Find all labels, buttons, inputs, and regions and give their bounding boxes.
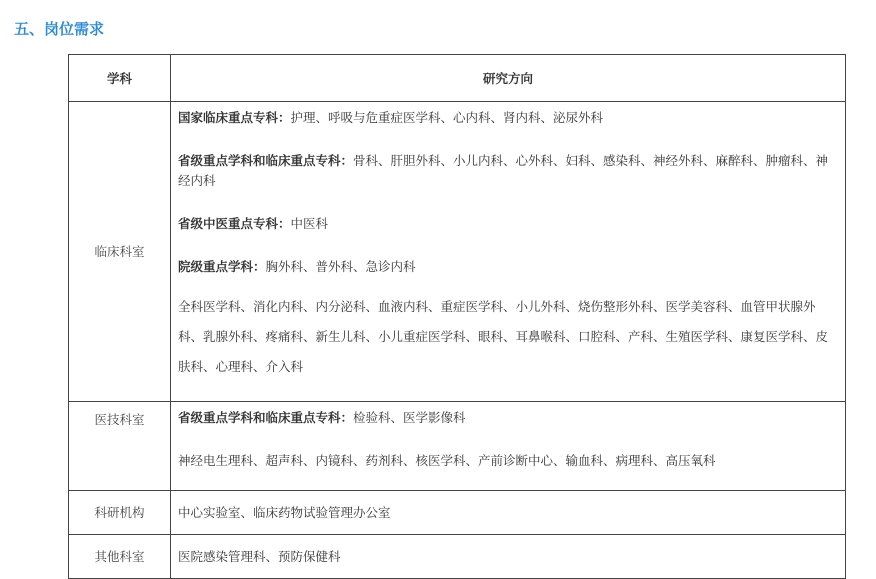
item-text: 护理、呼吸与危重症医学科、心内科、肾内科、泌尿外科 [290, 110, 604, 125]
table-row [69, 401, 846, 490]
header-direction: 研究方向 [171, 55, 846, 102]
direction-item [178, 451, 837, 471]
table-row [69, 490, 846, 534]
table-row [69, 534, 846, 578]
item-label: 国家临床重点专科： [178, 110, 291, 125]
item-text: 中心实验室、临床药物试验管理办公室 [178, 505, 391, 520]
direction-cell [171, 401, 846, 490]
subject-cell: 其他科室 [69, 534, 171, 578]
header-subject: 学科 [69, 55, 171, 102]
item-label: 省级重点学科和临床重点专科： [178, 409, 354, 425]
item-text: 中医科 [290, 216, 329, 231]
subject-cell: 医技科室 [69, 401, 171, 490]
item-text: 检验科、医学影像科 [353, 409, 466, 425]
item-text: 骨科、肝胆外科、小儿内科、心外科、妇科、感染科、神经外科、麻醉科、肿瘤科、神经内科 [178, 153, 829, 188]
item-text: 胸外科、普外科、急诊内科 [265, 259, 416, 274]
section-title: 五、岗位需求 [14, 20, 105, 38]
subject-cell: 科研机构 [69, 490, 171, 534]
direction-cell [171, 490, 846, 534]
direction-item [178, 108, 837, 128]
table-row [69, 102, 846, 402]
direction-cell [171, 102, 846, 402]
direction-item [178, 151, 837, 191]
requirements-table [68, 54, 846, 579]
direction-item [178, 408, 837, 428]
item-text: 全科医学科、消化内科、内分泌科、血液内科、重症医学科、小儿外科、烧伤整形外科、医学美容科、血管甲状腺外科、乳腺外科、疼痛科、新生儿科、小儿重症医学科、眼科、耳鼻喉科、口腔科、产科、生殖医学科、康复医学科、皮肤科、心理科、介入科 [178, 299, 829, 374]
item-label: 省级重点学科和临床重点专科： [178, 153, 354, 168]
item-text: 神经电生理科、超声科、内镜科、药剂科、核医学科、产前诊断中心、输血科、病理科、高压氧科 [178, 452, 716, 468]
subject-cell: 临床科室 [69, 102, 171, 402]
direction-item [178, 292, 837, 382]
direction-item [178, 214, 837, 234]
direction-item [178, 257, 837, 277]
item-label: 院级重点学科： [178, 259, 266, 274]
direction-cell [171, 534, 846, 578]
table-header-row [69, 55, 846, 102]
item-text: 医院感染管理科、预防保健科 [178, 549, 341, 564]
item-label: 省级中医重点专科： [178, 216, 291, 231]
